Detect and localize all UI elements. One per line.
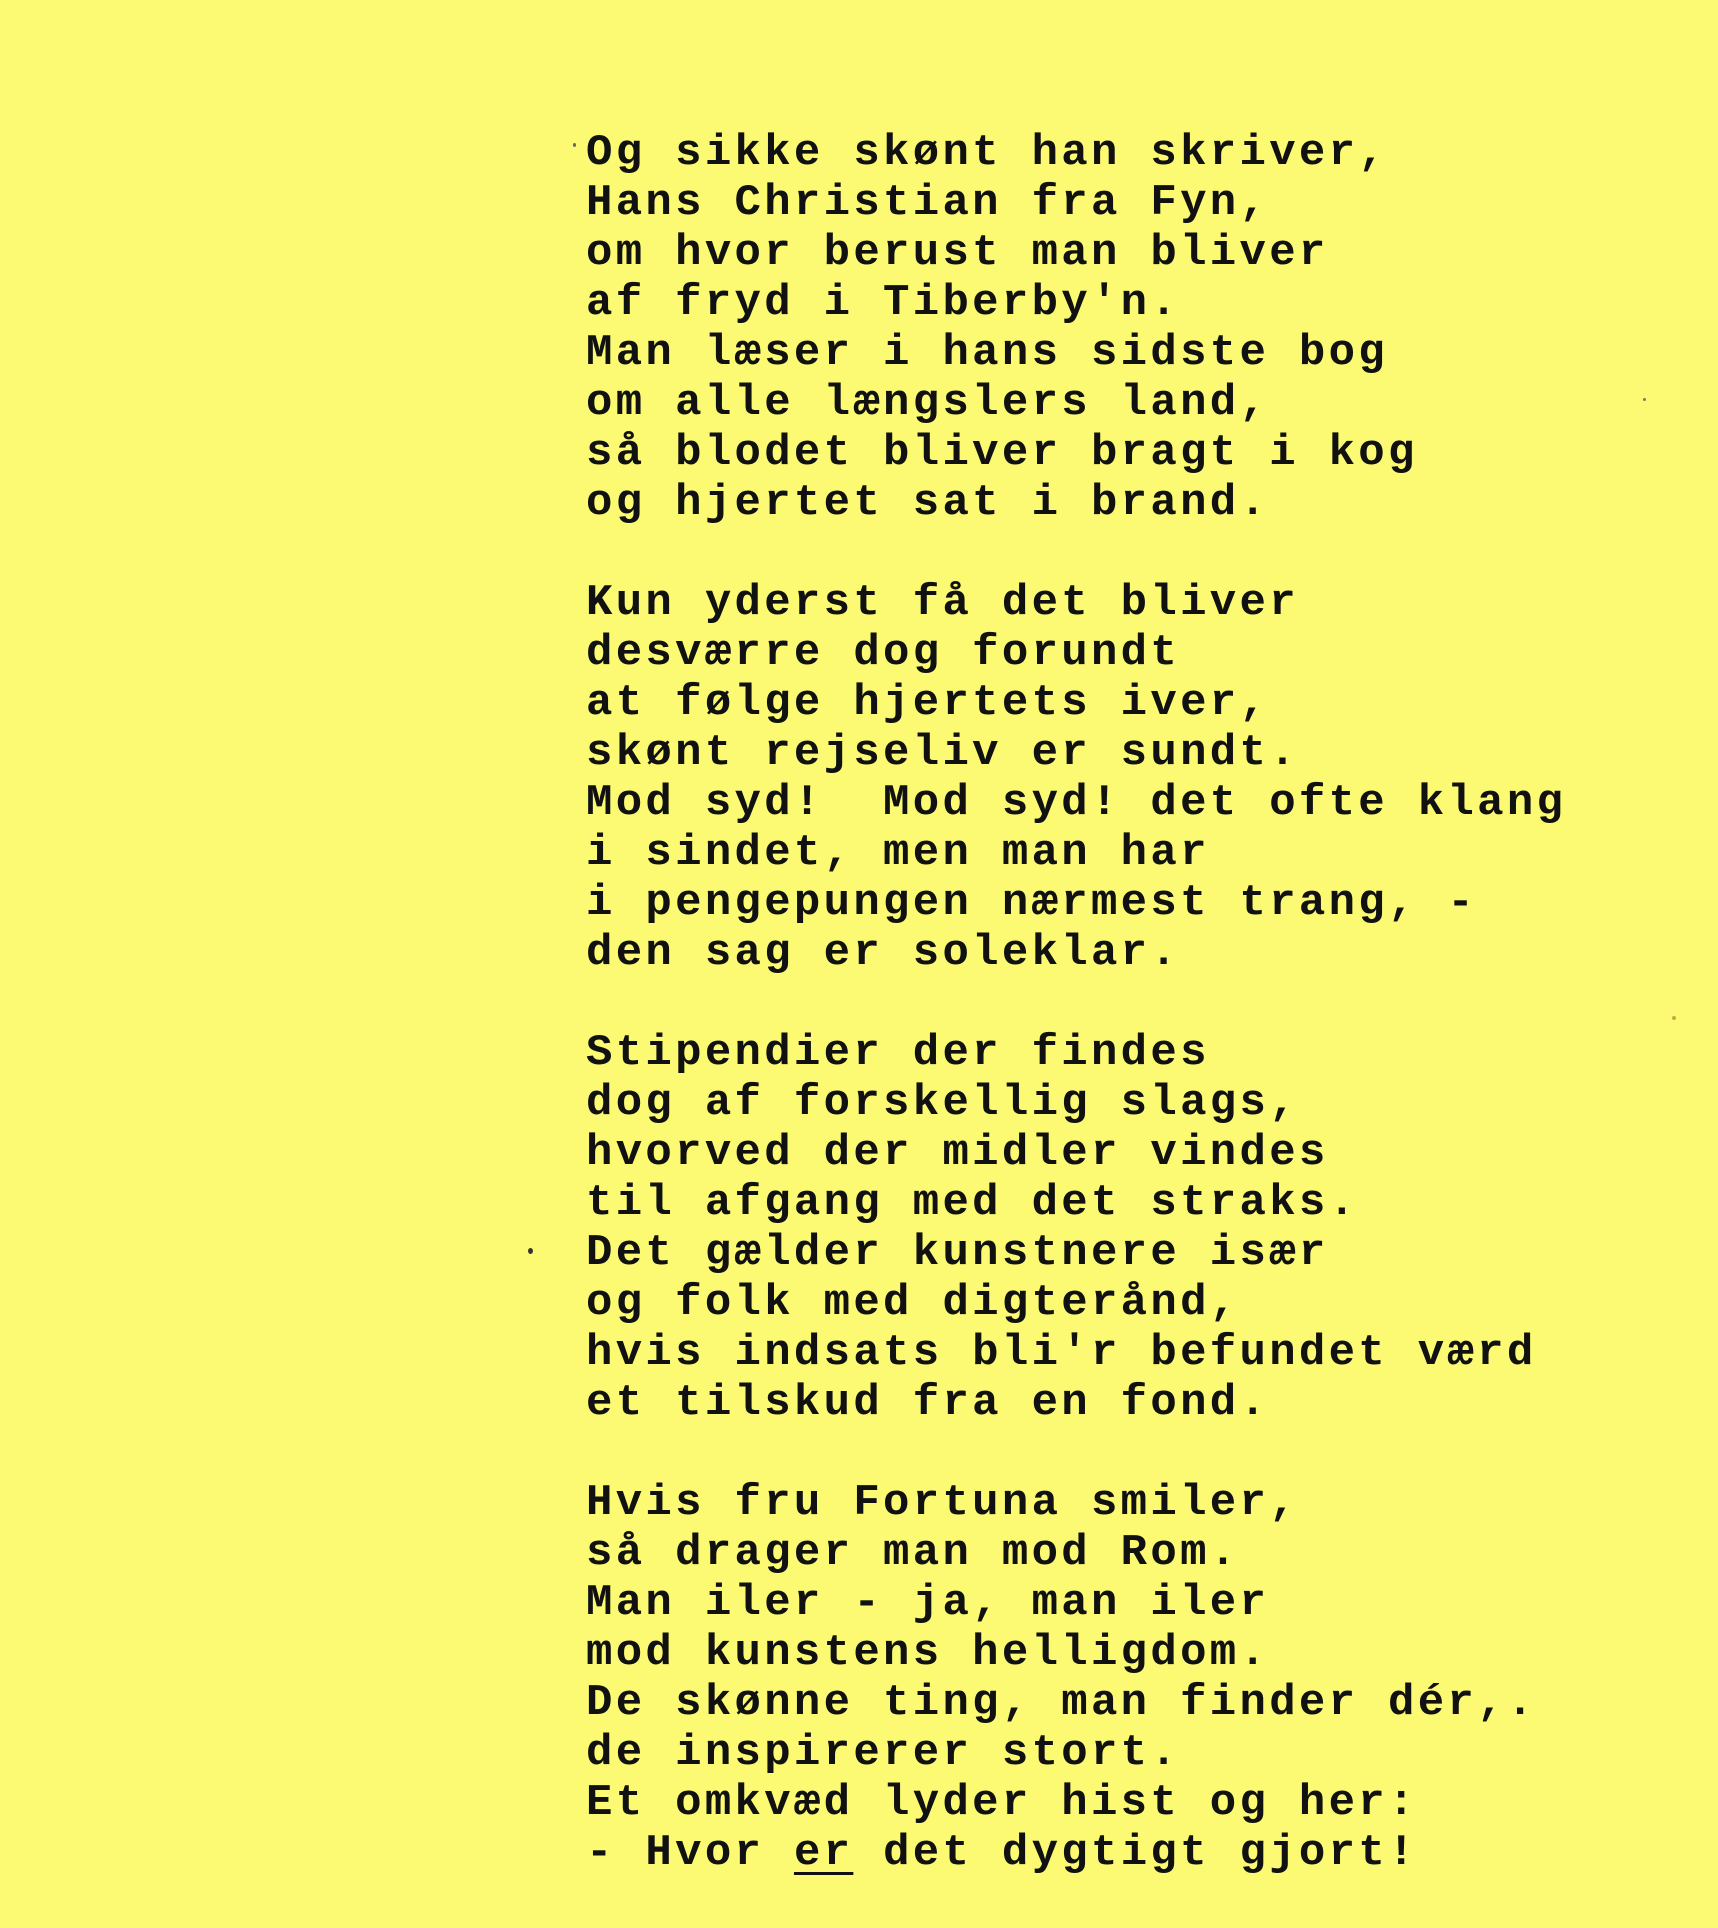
- poem-line: af fryd i Tiberby'n.: [586, 278, 1181, 328]
- ink-speck: [528, 1248, 533, 1254]
- stanza-1: [586, 128, 1686, 528]
- poem-line: Man iler - ja, man iler: [586, 1578, 1270, 1628]
- last-line-start: - Hvor: [586, 1828, 794, 1878]
- poem-line: til afgang med det straks.: [586, 1178, 1359, 1228]
- poem-line: den sag er soleklar.: [586, 928, 1181, 978]
- poem-line: så drager man mod Rom.: [586, 1528, 1240, 1578]
- poem-line: et tilskud fra en fond.: [586, 1378, 1270, 1428]
- poem-line: og folk med digterånd,: [586, 1278, 1240, 1328]
- poem-line: mod kunstens helligdom.: [586, 1628, 1270, 1678]
- ink-speck: [1643, 398, 1646, 401]
- poem-line: at følge hjertets iver,: [586, 678, 1270, 728]
- poem-line: Man læser i hans sidste bog: [586, 328, 1389, 378]
- poem-line: Hvis fru Fortuna smiler,: [586, 1478, 1299, 1528]
- poem-line: Hans Christian fra Fyn,: [586, 178, 1270, 228]
- stanza-3: [586, 1028, 1686, 1428]
- poem-line: Stipendier der findes: [586, 1028, 1210, 1078]
- poem-line: de inspirerer stort.: [586, 1728, 1181, 1778]
- poem-last-line: [586, 1828, 1686, 1878]
- last-line-end: det dygtigt gjort!: [853, 1828, 1418, 1878]
- poem-line: dog af forskellig slags,: [586, 1078, 1299, 1128]
- underlined-word: er: [793, 1828, 854, 1878]
- poem-line: hvis indsats bli'r befundet værd: [586, 1328, 1537, 1378]
- poem-line: så blodet bliver bragt i kog: [586, 428, 1418, 478]
- ink-speck: [1672, 1016, 1676, 1020]
- poem-line: i sindet, men man har: [586, 828, 1210, 878]
- poem-line: skønt rejseliv er sundt.: [586, 728, 1299, 778]
- poem-line: Mod syd! Mod syd! det ofte klang: [586, 778, 1567, 828]
- poem-line: Og sikke skønt han skriver,: [586, 128, 1389, 178]
- poem-line: om hvor berust man bliver: [586, 228, 1329, 278]
- poem: [586, 128, 1686, 1928]
- stanza-2: [586, 578, 1686, 978]
- stanza-4: [586, 1478, 1686, 1878]
- poem-line: i pengepungen nærmest trang, -: [586, 878, 1478, 928]
- poem-line: Kun yderst få det bliver: [586, 578, 1299, 628]
- poem-line: hvorved der midler vindes: [586, 1128, 1329, 1178]
- poem-line: Det gælder kunstnere især: [586, 1228, 1329, 1278]
- poem-line: og hjertet sat i brand.: [586, 478, 1270, 528]
- poem-line: Et omkvæd lyder hist og her:: [586, 1778, 1418, 1828]
- ink-speck: [573, 143, 576, 147]
- poem-line: om alle længslers land,: [586, 378, 1270, 428]
- poem-line: desværre dog forundt: [586, 628, 1181, 678]
- poem-line: De skønne ting, man finder dér,.: [586, 1678, 1537, 1728]
